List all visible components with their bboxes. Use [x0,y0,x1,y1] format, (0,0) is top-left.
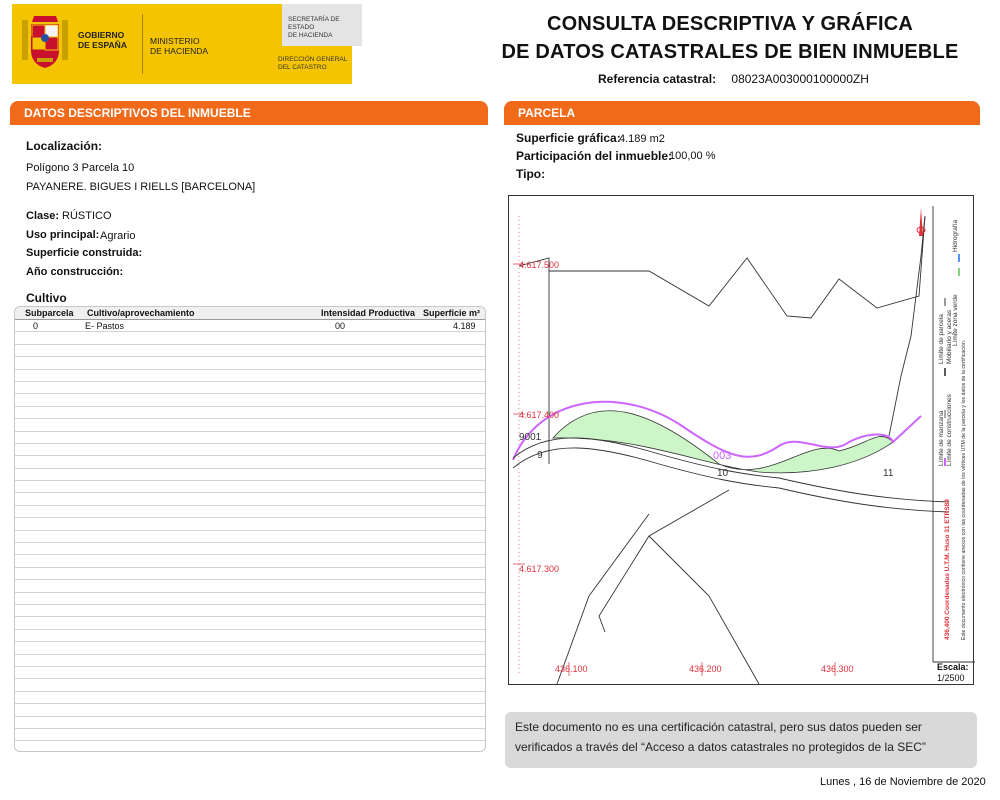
table-row-empty [15,555,485,567]
ministry-label: MINISTERIO DE HACIENDA [150,36,209,56]
table-row-empty [15,382,485,394]
empty-rows [15,332,485,741]
y-tick-label: 4.617.300 [519,564,560,574]
superficie-grafica-value: 4.189 m2 [619,133,665,145]
direccion-label: DIRECCIÓN GENERAL DEL CATASTRO [278,56,348,71]
section-parcela: PARCELA [504,101,980,125]
localizacion-line1: Polígono 3 Parcela 10 [26,162,135,174]
parcel-10-area[interactable] [553,411,893,473]
table-row-empty [15,642,485,654]
localizacion-line2: PAYANERE. BIGUES I RIELLS [BARCELONA] [26,181,256,193]
cell-intensidad: 00 [335,321,346,331]
table-row-empty [15,630,485,642]
legend-item: Límite de parcela [938,314,945,364]
parcel-map-drawing [509,196,975,686]
table-row-empty [15,605,485,617]
tipo-label: Tipo: [516,167,546,181]
cultivo-title: Cultivo [26,291,67,305]
government-label: GOBIERNO DE ESPAÑA [78,30,127,50]
coordinate-note: 436,400 Coordenadas U.T.M. Huso 31 ETRS89 [944,499,951,640]
table-row-empty [15,419,485,431]
escala-label: Escala: [937,662,969,672]
superficie-grafica-label: Superficie gráfica: [516,131,621,145]
secretaria-block [282,4,362,46]
government-logo [12,4,352,84]
y-tick-label: 4.617.400 [519,410,560,420]
table-row-empty [15,493,485,505]
table-row-empty [15,518,485,530]
legend-item: Límite de manzana [938,410,945,466]
table-row [15,320,485,332]
table-row-empty [15,543,485,555]
disclaimer-note: Este documento no es una certificación catastral, pero sus datos pueden ser verificados a través del “Acceso a datos catastrales no protegidos de la SEC” [505,712,977,768]
anio-construccion-label: Año construcción: [26,266,124,278]
document-title: CONSULTA DESCRIPTIVA Y GRÁFICA DE DATOS CATASTRALES DE BIEN INMUEBLE [501,13,959,63]
cultivo-table [14,306,486,752]
referencia-label: Referencia catastral: [598,72,717,86]
referencia-value: 08023A003000100000ZH [731,72,869,86]
table-row-empty [15,704,485,716]
section-datos-descriptivos: DATOS DESCRIPTIVOS DEL INMUEBLE [10,101,488,125]
table-row-empty [15,531,485,543]
participacion-label: Participación del inmueble: [516,149,673,163]
table-row-empty [15,667,485,679]
table-row-empty [15,456,485,468]
referencia-catastral [598,72,869,86]
table-row-empty [15,717,485,729]
table-row-empty [15,357,485,369]
table-row-empty [15,432,485,444]
table-row-empty [15,407,485,419]
col-subparcela: Subparcela [25,308,74,318]
parcel-label: 9001 [519,432,542,443]
cell-superficie: 4.189 [453,321,476,331]
document-note: Este documento electrónico contiene anexos con las coordenadas de los vértices UTM de la parcela y los datos de la certificación. [961,339,967,640]
parcel-map[interactable] [508,195,974,685]
col-intensidad: Intensidad Productiva [321,308,416,318]
parcel-boundary-east [889,216,925,436]
table-row-empty [15,729,485,741]
table-row-empty [15,568,485,580]
table-row-empty [15,370,485,382]
legend-item: Límite de construcciones [946,394,953,466]
clase-label: Clase: [26,210,60,222]
x-tick-label: 436.300 [821,664,854,674]
table-row-empty [15,444,485,456]
table-row-empty [15,481,485,493]
y-tick-label: 4.617.500 [519,260,560,270]
cultivo-table-header [15,307,485,320]
path-line [599,490,729,632]
parcel-label: 003 [713,450,732,462]
north-arrow-icon [917,208,925,236]
legend-item: Límite zona verde [952,294,959,346]
table-row-empty [15,332,485,344]
table-row-empty [15,593,485,605]
table-row-empty [15,469,485,481]
document-date: Lunes , 16 de Noviembre de 2020 [820,776,986,788]
superficie-construida-label: Superficie construida: [26,247,143,259]
path-line [649,536,759,684]
table-row-empty [15,692,485,704]
table-row-empty [15,580,485,592]
escala-value: 1/2500 [937,673,965,683]
path-line [557,514,649,684]
participacion-value: 100,00 % [669,150,716,162]
parcel-label: 9 [537,450,543,461]
parcel-label: 11 [883,468,894,479]
table-row-empty [15,655,485,667]
localizacion-label: Localización: [26,139,103,153]
table-row-empty [15,345,485,357]
clase-value: RÚSTICO [62,210,112,222]
x-tick-label: 436.200 [689,664,722,674]
col-superficie: Superficie m² [423,308,481,318]
parcel-label: 10 [717,468,729,479]
legend-item: Hidrografía [952,219,959,252]
logo-divider [142,14,143,74]
uso-principal-value: Agrario [100,230,136,242]
x-tick-label: 436.100 [555,664,588,674]
table-row-empty [15,394,485,406]
cell-cultivo: E- Pastos [85,321,125,331]
col-cultivo: Cultivo/aprovechamiento [87,308,195,318]
uso-principal-label: Uso principal: [26,229,100,241]
coat-of-arms-icon [22,12,68,74]
table-row-empty [15,506,485,518]
legend-item: Mobiliario y aceras [946,309,953,364]
table-row-empty [15,617,485,629]
cell-subparcela: 0 [33,321,39,331]
secretaria-label: SECRETARÍA DE ESTADO DE HACIENDA [288,16,340,39]
table-row-empty [15,679,485,691]
